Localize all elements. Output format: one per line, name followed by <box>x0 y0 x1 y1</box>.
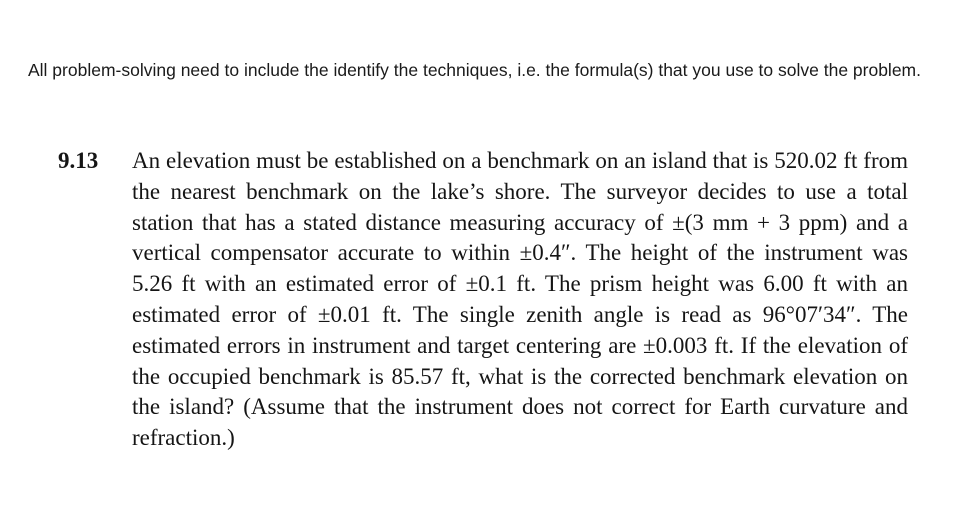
instructions-text: All problem-solving need to include the identify the techniques, i.e. the formula(s) that you use to solve the problem. <box>28 60 921 80</box>
problem-statement: An elevation must be established on a benchmark on an island that is 520.02 ft from the nearest benchmark on the lake’s shore. The surveyor decides to use a total station that has a stated distance measuring accuracy of ±(3 mm + 3 ppm) and a vertical compensator accurate to within ±0.4″. The height of the instrument was 5.26 ft with an estimated error of ±0.1 ft. The prism height was 6.00 ft with an estimated error of ±0.01 ft. The single zenith angle is read as 96°07′34″. The estimated errors in instrument and target centering are ±0.003 ft. If the elevation of the occupied benchmark is 85.57 ft, what is the corrected benchmark elevation on the island? (Assume that the instrument does not correct for Earth curvature and refraction.) <box>132 148 908 451</box>
problem-number: 9.13 <box>58 148 99 173</box>
problem-block <box>58 146 908 454</box>
